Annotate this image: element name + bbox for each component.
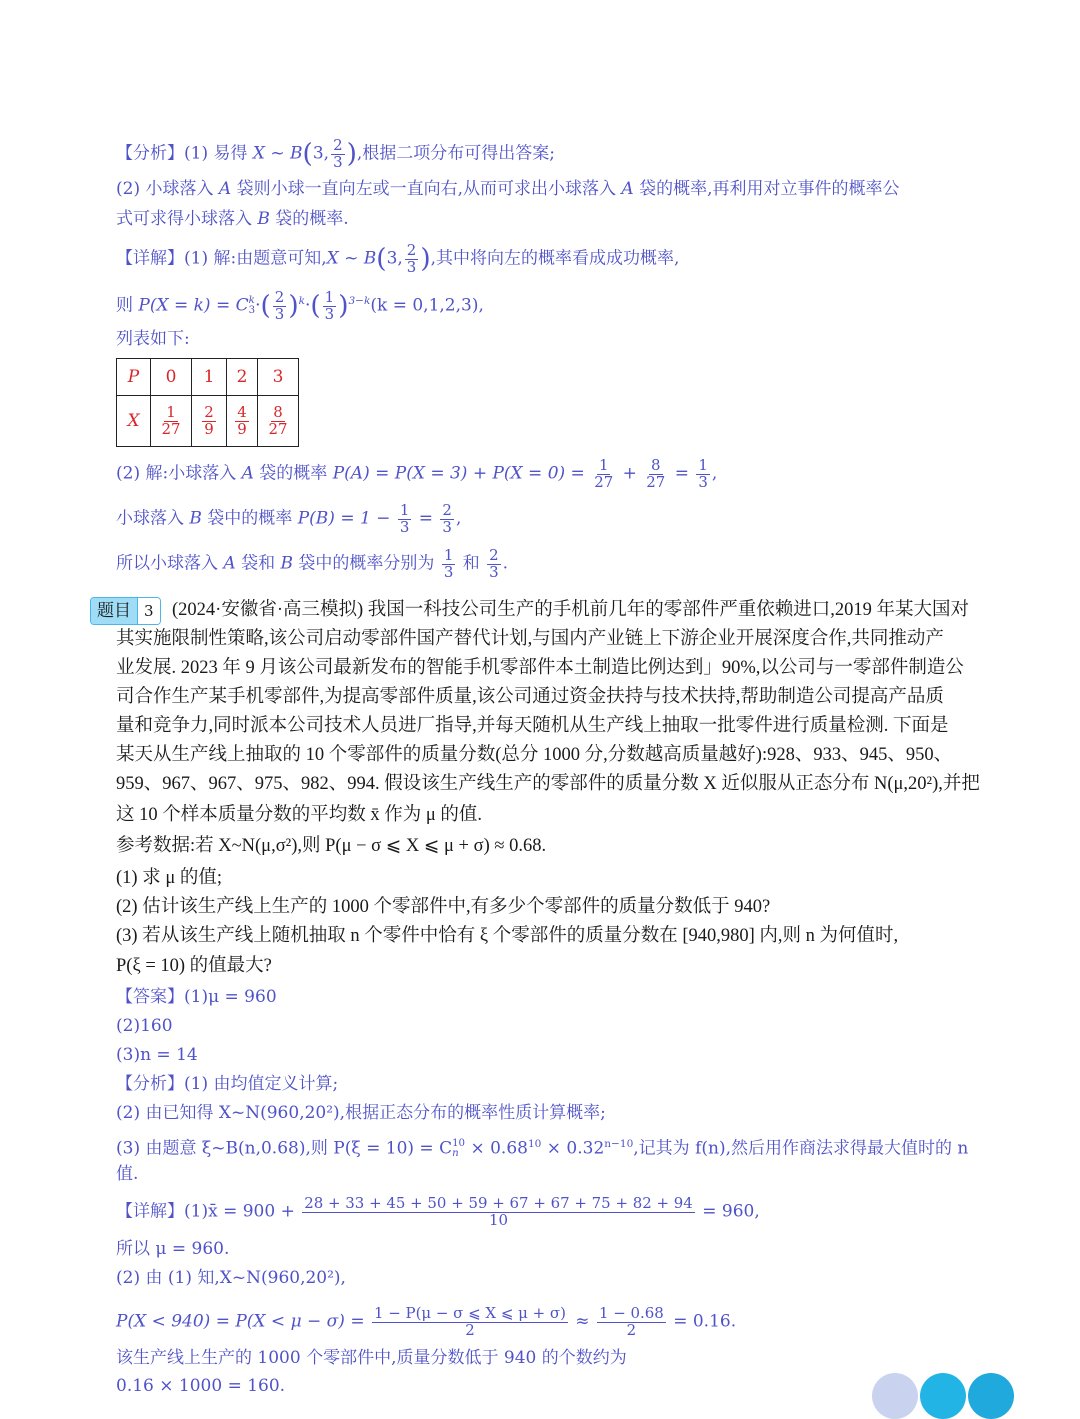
paren: ( [310, 290, 321, 321]
table-cell [192, 396, 227, 447]
combination-indices [452, 1139, 465, 1159]
math-expr: P(X = k) = C [138, 295, 249, 316]
denominator: 27 [161, 419, 181, 438]
denominator: 3 [333, 152, 343, 171]
text-segment: 小球落入 [116, 508, 190, 529]
denominator: 27 [594, 472, 614, 491]
denominator: 3 [443, 562, 454, 581]
math-expr: X ~ B [326, 248, 377, 269]
fraction [323, 287, 337, 323]
numerator: 2 [489, 546, 499, 564]
problem-line: (2) 估计该生产线上生产的 1000 个零部件中,有多少个零部件的质量分数低于 940? [116, 897, 771, 917]
analysis-line-1 [116, 138, 555, 170]
numerator: 1 [166, 402, 176, 421]
list-label: 列表如下: [116, 329, 190, 349]
text-segment: 袋中的概率分别为 [293, 553, 440, 574]
fraction [159, 402, 182, 438]
fraction [442, 548, 456, 580]
math-var: A [241, 463, 254, 484]
denominator: 3 [698, 472, 708, 491]
numerator: 8 [651, 456, 661, 474]
problem-line: (1) 求 μ 的值; [116, 868, 223, 888]
detail2-line-1 [116, 1196, 760, 1228]
analysis3-line-1: 【分析】(1) 由均值定义计算; [116, 1074, 339, 1094]
problem-tag [90, 597, 161, 625]
numerator: 4 [237, 402, 247, 421]
page-corner-decoration [920, 1373, 966, 1419]
text-segment: , [455, 508, 462, 529]
paren: ) [288, 290, 299, 321]
text-segment: 袋的概率,再利用对立事件的概率公 [633, 179, 900, 199]
text-segment: 袋的概率. [269, 209, 349, 229]
operator: = [413, 508, 439, 529]
text-segment: × 0.68 [465, 1138, 528, 1159]
denominator: 3 [274, 304, 285, 323]
math-expr: P(A) = P(X = 3) + P(X = 0) = [332, 463, 591, 484]
fraction [235, 402, 249, 438]
denominator: 27 [268, 419, 288, 438]
fraction [696, 458, 710, 490]
denominator: 3 [324, 304, 335, 323]
exponent: 10 [527, 1138, 542, 1150]
denominator: 9 [204, 419, 214, 438]
detail-tag: 【详解】 [116, 248, 184, 269]
table-row [117, 359, 299, 396]
table-cell [227, 396, 258, 447]
table-cell [117, 396, 151, 447]
text-segment: 袋的概率 [253, 463, 333, 484]
text-segment: (1) 解:由题意可知, [184, 248, 327, 269]
answer-line [116, 985, 277, 1009]
numerator: 8 [273, 402, 283, 421]
numerator: 2 [274, 287, 285, 306]
denominator: 10 [489, 1210, 509, 1229]
denominator: 3 [442, 517, 452, 536]
dot: · [304, 295, 311, 316]
text-segment: , [711, 463, 718, 484]
problem-tag-label: 题目 [91, 598, 137, 624]
problem-line: 959、967、967、975、982、994. 假设该生产线生产的零部件的质量分数 X 近似服从正态分布 N(μ,20²),并把 [116, 774, 980, 794]
fraction [372, 1306, 568, 1338]
fraction [398, 503, 412, 535]
problem-line: 业发展. 2023 年 9 月该公司最新发布的智能手机零部件本土制造比例达到」90%,以公司与一零部件制造公 [116, 658, 964, 678]
detail-line-1 [116, 243, 679, 275]
superscript: k [248, 294, 255, 306]
analysis-line-3 [116, 207, 349, 231]
table-cell [151, 359, 192, 396]
fraction [331, 138, 345, 170]
paren: ) [346, 139, 357, 170]
page-corner-decoration [968, 1373, 1014, 1419]
problem-number: 3 [137, 598, 160, 624]
problem-line: 某天从生产线上抽取的 10 个零部件的质量分数(总分 1000 分,分数越高质量越好):928、933、945、950、 [116, 745, 953, 765]
problem-line: 司合作生产某手机零部件,为提高零部件质量,该公司通过资金扶持与技术扶持,帮助制造公司提高产品质 [116, 687, 944, 707]
fraction [592, 458, 615, 490]
operator: = [669, 463, 695, 484]
problem-line: 这 10 个样本质量分数的平均数 x̄ 作为 μ 的值. [116, 805, 483, 825]
numerator: 1 [324, 287, 335, 306]
answer-1: (1)μ = 960 [184, 987, 277, 1007]
text-segment: (2) 解:小球落入 [116, 463, 242, 484]
math-expr: X ~ B [252, 143, 303, 164]
denominator: 3 [489, 562, 499, 581]
exponent: k [298, 295, 305, 307]
numerator: 1 − P(μ − σ ⩽ X ⩽ μ + σ) [373, 1304, 566, 1322]
paren: ( [260, 290, 271, 321]
text-segment: (3) 由题意 ξ~B(n,0.68),则 P(ξ = 10) = C [116, 1138, 453, 1159]
math-var: B [257, 209, 270, 229]
problem-line: (3) 若从该生产线上随机抽取 n 个零件中恰有 ξ 个零部件的质量分数在 [940,980] 内,则 n 为何值时, [116, 926, 899, 946]
page-corner-decoration [872, 1373, 918, 1419]
problem-line: 参考数据:若 X~N(μ,σ²),则 P(μ − σ ⩽ X ⩽ μ + σ) ≈ 0.68. [116, 836, 547, 856]
analysis-tag: 【分析】 [116, 143, 184, 164]
numerator: 1 [698, 456, 708, 474]
operator: ≈ [569, 1311, 595, 1332]
part2-line-1 [116, 458, 717, 490]
subscript: n [452, 1148, 459, 1160]
detail-tag: 【详解】 [116, 1201, 184, 1222]
math-expr: P(X < 940) = P(X < μ − σ) = [116, 1311, 370, 1332]
table-cell [117, 359, 151, 396]
subscript: 3 [248, 305, 256, 317]
math-var: B [280, 553, 293, 574]
numerator: 1 [399, 501, 410, 519]
cell-text: X [127, 411, 140, 431]
numerator: 2 [442, 501, 452, 519]
numerator: 2 [406, 241, 417, 259]
text-segment: = 0.16. [667, 1311, 737, 1332]
table-cell [258, 359, 299, 396]
math-expr: 3, [386, 248, 403, 269]
numerator: 2 [204, 402, 214, 421]
superscript: 10 [452, 1137, 466, 1149]
problem-line: P(ξ = 10) 的值最大? [116, 956, 272, 976]
fraction [302, 1196, 695, 1228]
fraction [597, 1306, 666, 1338]
paren: ) [420, 244, 431, 275]
text-segment: . [502, 553, 509, 574]
problem-line: (2024·安徽省·高三模拟) 我国一科技公司生产的手机前几年的零部件严重依赖进口,2019 年某大国对 [172, 600, 970, 620]
exponent: n−10 [604, 1138, 634, 1150]
analysis-line-2 [116, 177, 899, 201]
paren: ( [376, 244, 387, 275]
fraction [405, 243, 419, 275]
detail2-line-3: (2) 由 (1) 知,X~N(960,20²), [116, 1268, 346, 1288]
text-segment: 式可求得小球落入 [116, 209, 258, 229]
table-cell [227, 359, 258, 396]
numerator: 1 [598, 456, 609, 474]
cell-text: 2 [236, 367, 248, 387]
numerator: 1 − 0.68 [598, 1304, 664, 1322]
answer-2: (2)160 [116, 1016, 173, 1036]
text-segment: ,根据二项分布可得出答案; [356, 143, 555, 164]
text-segment: 袋中的概率 [201, 508, 298, 529]
table-cell [192, 359, 227, 396]
detail2-line-2: 所以 μ = 960. [116, 1239, 230, 1259]
text-segment: 和 [457, 553, 486, 574]
text-segment: (k = 0,1,2,3), [370, 295, 484, 316]
text-segment: 所以小球落入 [116, 553, 224, 574]
table-cell [151, 396, 192, 447]
cell-text: P [127, 367, 140, 387]
math-var: A [223, 553, 236, 574]
analysis3-line-4: 值. [116, 1164, 139, 1184]
denominator: 2 [626, 1320, 637, 1339]
math-var: A [621, 179, 634, 199]
paren: ( [302, 139, 313, 170]
exponent: 3−k [348, 295, 371, 307]
text-segment: 袋则小球一直向左或一直向右,从而可求出小球落入 [231, 179, 622, 199]
text-segment: × 0.32 [541, 1138, 605, 1159]
cell-text: 1 [203, 367, 215, 387]
answer-3: (3)n = 14 [116, 1045, 198, 1065]
text-segment: (1)x̄ = 900 + [184, 1201, 301, 1222]
cell-text: 0 [165, 367, 177, 387]
math-expr: P(B) = 1 − [297, 508, 396, 529]
denominator: 2 [465, 1320, 475, 1339]
analysis3-line-2: (2) 由已知得 X~N(960,20²),根据正态分布的概率性质计算概率; [116, 1103, 606, 1123]
denominator: 3 [399, 517, 410, 536]
dot: · [255, 295, 261, 316]
denominator: 3 [406, 257, 417, 276]
part2-line-2 [116, 503, 461, 535]
detail2-line-6: 0.16 × 1000 = 160. [116, 1376, 286, 1396]
answer-tag: 【答案】 [116, 987, 184, 1007]
denominator: 9 [237, 419, 247, 438]
numerator: 1 [443, 546, 454, 564]
fraction [266, 402, 289, 438]
fraction [440, 503, 454, 535]
numerator: 2 [333, 136, 343, 154]
text-segment: 袋和 [235, 553, 281, 574]
math-expr: 3, [312, 143, 330, 164]
numerator: 28 + 33 + 45 + 50 + 59 + 67 + 67 + 75 + 82 + 94 [304, 1194, 693, 1212]
math-var: A [218, 179, 232, 199]
binomial-formula [116, 289, 484, 322]
fraction [487, 548, 501, 580]
denominator: 27 [646, 472, 666, 491]
text-segment: (2) 小球落入 [116, 179, 219, 199]
cell-text: 3 [272, 367, 284, 387]
analysis3-line-3 [116, 1132, 968, 1161]
fraction [273, 287, 287, 323]
fraction [644, 458, 667, 490]
table-cell [258, 396, 299, 447]
detail2-line-4 [116, 1306, 736, 1338]
text-segment: (1) 易得 [184, 143, 253, 164]
fraction [202, 402, 216, 438]
text-segment: ,其中将向左的概率看成成功概率, [430, 248, 680, 269]
problem-line: 量和竞争力,同时派本公司技术人员进厂指导,并每天随机从生产线上抽取一批零件进行质量检测. 下面是 [116, 716, 949, 736]
distribution-table [116, 358, 299, 447]
part2-line-3 [116, 548, 508, 580]
text-segment: = 960, [696, 1201, 760, 1222]
text-segment: ,记其为 f(n),然后用作商法求得最大值时的 n [633, 1138, 969, 1159]
paren: ) [338, 290, 349, 321]
problem-line: 其实施限制性策略,该公司启动零部件国产替代计划,与国内产业链上下游企业开展深度合作,共同推动产 [116, 629, 944, 649]
detail2-line-5: 该生产线上生产的 1000 个零部件中,质量分数低于 940 的个数约为 [116, 1348, 627, 1368]
operator: + [617, 463, 643, 484]
math-var: B [189, 508, 202, 529]
text-segment: 则 [116, 295, 139, 316]
table-row [117, 396, 299, 447]
